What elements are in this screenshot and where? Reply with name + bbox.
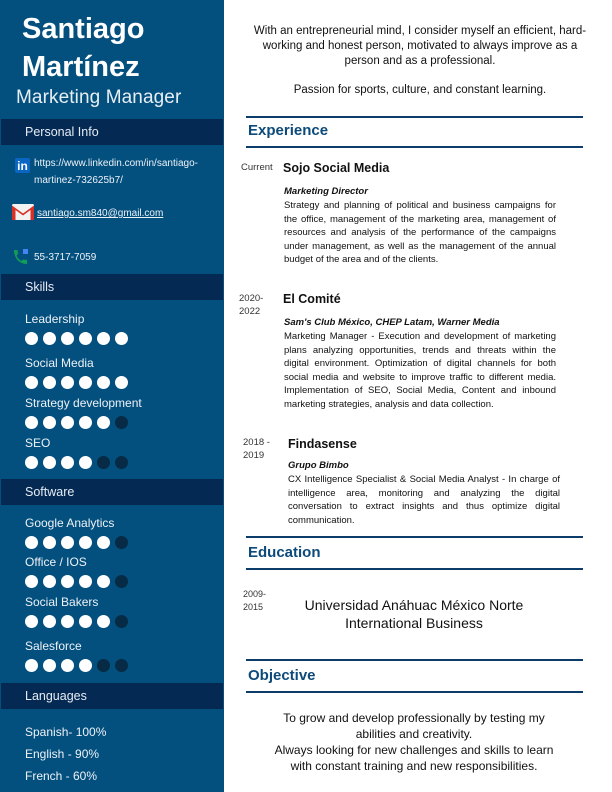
full-name bbox=[22, 10, 222, 86]
section-header-personal-info: Personal Info bbox=[1, 119, 223, 145]
rating-dots bbox=[25, 615, 128, 628]
rating-dot-empty bbox=[115, 536, 128, 549]
rating-dot-filled bbox=[97, 416, 110, 429]
rating-dot-filled bbox=[61, 456, 74, 469]
job-description: CX Intelligence Specialist & Social Media Analyst - In charge of intelligence area, monitoring and analyzing the digital conversation to extract insights and thus optimize digital communication. bbox=[288, 474, 560, 526]
rating-dot-filled bbox=[79, 416, 92, 429]
rating-dot-filled bbox=[79, 659, 92, 672]
rating-dot-filled bbox=[61, 376, 74, 389]
divider bbox=[246, 568, 583, 570]
job-date: 2018 - 2019 bbox=[243, 437, 270, 461]
rating-dot-filled bbox=[43, 416, 56, 429]
objective-text: To grow and develop professionally by testing my abilities and creativity. Always looking for new challenges and skills to learn with constant training and new responsibilities. bbox=[274, 711, 554, 773]
gmail-icon bbox=[12, 203, 34, 221]
rating-dot-filled bbox=[25, 575, 38, 588]
rating-dot-filled bbox=[43, 376, 56, 389]
job-role: Marketing Director bbox=[284, 186, 368, 197]
divider bbox=[246, 536, 583, 538]
software-office-ios: Office / IOS bbox=[25, 555, 128, 588]
rating-dot-filled bbox=[61, 615, 74, 628]
contact-phone[interactable] bbox=[12, 248, 222, 268]
rating-dot-empty bbox=[115, 575, 128, 588]
summary-paragraph: Passion for sports, culture, and constant learning. bbox=[293, 84, 547, 96]
rating-dot-filled bbox=[79, 615, 92, 628]
divider bbox=[246, 116, 583, 118]
rating-dot-filled bbox=[61, 536, 74, 549]
rating-dot-filled bbox=[97, 575, 110, 588]
divider bbox=[246, 146, 583, 148]
skill-leadership: Leadership bbox=[25, 312, 128, 345]
education-entry bbox=[294, 596, 534, 632]
main-content bbox=[224, 0, 612, 792]
section-header-software: Software bbox=[1, 479, 223, 505]
software-salesforce: Salesforce bbox=[25, 639, 128, 672]
company-name: El Comité bbox=[283, 292, 341, 306]
section-title-education: Education bbox=[248, 544, 321, 561]
rating-dot-filled bbox=[43, 332, 56, 345]
job-description: Marketing Manager - Execution and development of marketing plans analyzing opportunities, trends and threats within the digital environment. Optimization of digital channels for both social media and website to improve traffic to different media. Implementation of SEO, Social Media, Content and inbound marketing strategies, analysis and data collection. bbox=[284, 331, 556, 410]
rating-dot-filled bbox=[25, 456, 38, 469]
rating-dot-empty bbox=[97, 456, 110, 469]
rating-dot-filled bbox=[97, 615, 110, 628]
rating-dot-empty bbox=[115, 659, 128, 672]
language-english: English - 90% bbox=[25, 747, 100, 761]
rating-dot-empty bbox=[115, 416, 128, 429]
sidebar bbox=[0, 0, 224, 792]
rating-dot-filled bbox=[25, 332, 38, 345]
rating-dot-filled bbox=[79, 536, 92, 549]
education-date: 2009- 2015 bbox=[243, 589, 267, 612]
rating-dots bbox=[25, 376, 128, 389]
rating-dots bbox=[25, 332, 128, 345]
linkedin-icon: in bbox=[15, 158, 30, 173]
language-spanish: Spanish- 100% bbox=[25, 725, 107, 739]
rating-dot-empty bbox=[115, 456, 128, 469]
job-date: Current bbox=[241, 162, 273, 173]
section-title-experience: Experience bbox=[248, 122, 329, 139]
contact-email[interactable] bbox=[12, 203, 222, 223]
rating-dot-filled bbox=[43, 659, 56, 672]
skill-strategy-development: Strategy development bbox=[25, 396, 142, 429]
summary-paragraph: With an entrepreneurial mind, I consider myself an efficient, hard-working and honest person, motivated to always improve as a person and as a professional. bbox=[253, 25, 587, 67]
phone-icon bbox=[12, 248, 30, 266]
job-client: Grupo Bimbo bbox=[288, 460, 349, 471]
divider bbox=[246, 691, 583, 693]
rating-dot-empty bbox=[97, 659, 110, 672]
email-link[interactable]: santiago.sm840@gmail.com bbox=[37, 208, 164, 219]
rating-dot-filled bbox=[61, 332, 74, 345]
first-name: Santiago bbox=[22, 13, 145, 45]
software-google-analytics: Google Analytics bbox=[25, 516, 128, 549]
section-title-objective: Objective bbox=[248, 667, 316, 684]
rating-dots bbox=[25, 536, 128, 549]
rating-dot-filled bbox=[61, 659, 74, 672]
company-name: Sojo Social Media bbox=[283, 161, 390, 175]
section-header-skills: Skills bbox=[1, 274, 223, 300]
rating-dot-filled bbox=[97, 536, 110, 549]
rating-dot-filled bbox=[79, 376, 92, 389]
rating-dot-filled bbox=[79, 575, 92, 588]
contact-linkedin[interactable] bbox=[12, 155, 222, 189]
job-client: Sam's Club México, CHEP Latam, Warner Media bbox=[284, 317, 500, 328]
rating-dot-filled bbox=[79, 332, 92, 345]
job-title: Marketing Manager bbox=[16, 87, 182, 108]
rating-dots bbox=[25, 456, 128, 469]
section-header-languages: Languages bbox=[1, 683, 223, 709]
rating-dot-filled bbox=[25, 659, 38, 672]
rating-dot-filled bbox=[115, 332, 128, 345]
rating-dot-filled bbox=[97, 376, 110, 389]
rating-dot-filled bbox=[61, 575, 74, 588]
rating-dot-filled bbox=[43, 615, 56, 628]
rating-dot-filled bbox=[25, 376, 38, 389]
rating-dot-filled bbox=[61, 416, 74, 429]
rating-dot-filled bbox=[25, 416, 38, 429]
rating-dot-filled bbox=[43, 575, 56, 588]
job-date: 2020- 2022 bbox=[239, 293, 264, 317]
company-name: Findasense bbox=[288, 437, 357, 451]
school-name: Universidad Anáhuac México Norte bbox=[304, 597, 524, 613]
job-description: Strategy and planning of political and business campaigns for the office, management of the marketing area, management of resources and analysis of the performance of the campaigns under management, as well as the management of the annual budget of the area and of the clients. bbox=[284, 200, 556, 266]
divider bbox=[246, 659, 583, 661]
linkedin-url[interactable]: https://www.linkedin.com/in/santiago- martinez-732625b7/ bbox=[34, 158, 198, 186]
skill-social-media: Social Media bbox=[25, 356, 128, 389]
rating-dots bbox=[25, 575, 128, 588]
phone-number: 55-3717-7059 bbox=[34, 252, 97, 263]
rating-dot-filled bbox=[97, 332, 110, 345]
skill-seo: SEO bbox=[25, 436, 128, 469]
rating-dot-filled bbox=[43, 536, 56, 549]
rating-dot-filled bbox=[25, 615, 38, 628]
summary bbox=[250, 24, 590, 98]
rating-dot-filled bbox=[79, 456, 92, 469]
rating-dot-empty bbox=[115, 615, 128, 628]
language-french: French - 60% bbox=[25, 769, 98, 783]
rating-dot-filled bbox=[43, 456, 56, 469]
rating-dot-filled bbox=[115, 376, 128, 389]
rating-dot-filled bbox=[25, 536, 38, 549]
rating-dots bbox=[25, 659, 128, 672]
last-name: Martínez bbox=[22, 51, 140, 83]
degree-name: International Business bbox=[345, 615, 483, 631]
rating-dots bbox=[25, 416, 142, 429]
software-social-bakers: Social Bakers bbox=[25, 595, 128, 628]
